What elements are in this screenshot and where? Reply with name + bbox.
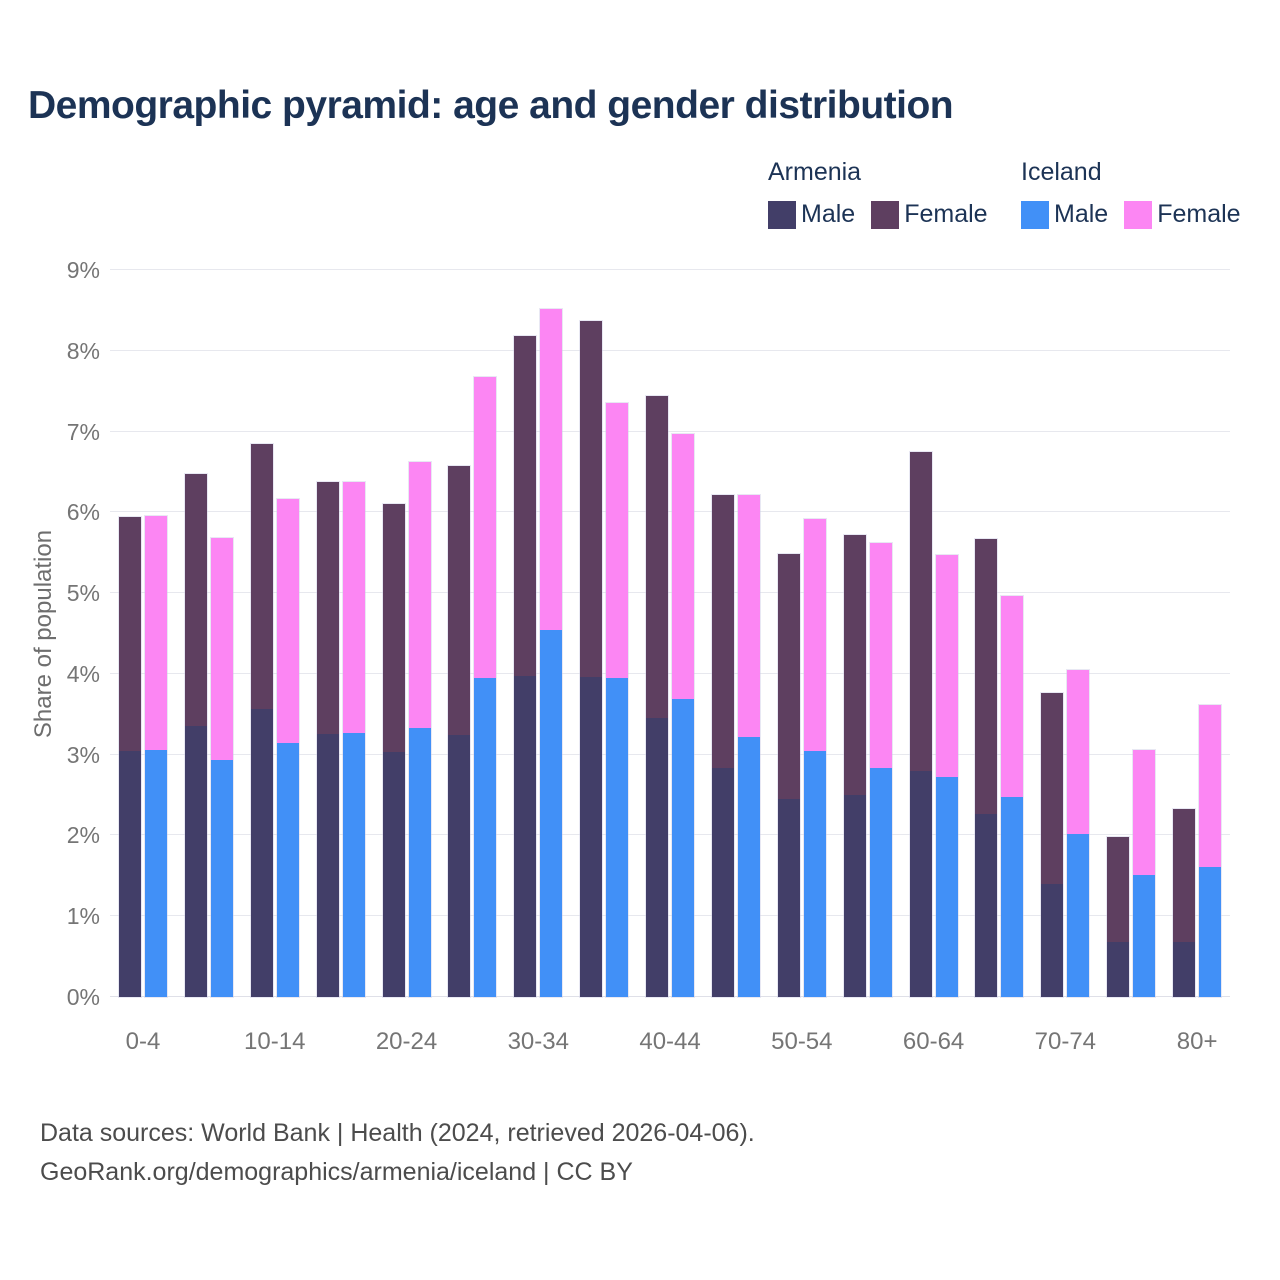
y-tick-label: 6% (66, 499, 100, 526)
bar-segment-female (1001, 596, 1023, 797)
bar-segment-male (844, 795, 866, 997)
bar-segment-female (672, 434, 694, 699)
bar-segment-male (145, 750, 167, 997)
bar-segment-male (936, 777, 958, 997)
bar-segment-male (646, 718, 668, 997)
bar-armenia (1041, 693, 1063, 997)
bar-segment-male (1001, 797, 1023, 997)
bar-segment-female (448, 466, 470, 735)
bar-armenia (514, 336, 536, 997)
x-tick-label: 70-74 (1034, 1028, 1097, 1055)
footer-attribution-line: GeoRank.org/demographics/armenia/iceland | CC BY (40, 1158, 633, 1186)
bar-segment-female (1133, 750, 1155, 875)
bar-iceland (1199, 705, 1221, 997)
bar-segment-female (646, 396, 668, 717)
legend-swatch-iceland-female-icon (1124, 201, 1152, 229)
bar-iceland (211, 538, 233, 997)
legend-swatch-iceland-male-icon (1021, 201, 1049, 229)
x-tick-label: 50-54 (771, 1028, 833, 1055)
bar-segment-male (277, 743, 299, 997)
bar-segment-female (804, 519, 826, 751)
bar-armenia (251, 444, 273, 997)
bar-segment-male (514, 676, 536, 997)
bar-segment-female (1107, 837, 1129, 942)
y-tick-label: 7% (66, 418, 100, 445)
bar-iceland (1067, 670, 1089, 997)
bar-segment-male (975, 814, 997, 997)
bar-segment-male (185, 726, 207, 997)
bar-segment-male (606, 678, 628, 997)
legend-group-armenia (768, 158, 988, 229)
bar-iceland (936, 555, 958, 997)
x-tick-label: 0-4 (125, 1028, 161, 1055)
bar-segment-female (317, 482, 339, 734)
y-tick-label: 9% (66, 257, 100, 283)
bar-segment-male (580, 677, 602, 997)
bar-armenia (844, 535, 866, 997)
bar-segment-female (343, 482, 365, 732)
y-tick-label: 2% (66, 822, 100, 849)
bar-iceland (145, 516, 167, 997)
y-axis-title: Share of population (30, 529, 57, 739)
x-tick-label: 60-64 (902, 1028, 965, 1055)
legend-country-label: Armenia (768, 158, 862, 186)
x-tick-label: 20-24 (375, 1028, 438, 1055)
bar-segment-male (672, 699, 694, 997)
y-tick-label: 4% (66, 660, 100, 687)
bar-armenia (910, 452, 932, 997)
bar-iceland (870, 543, 892, 997)
legend-item-label: Female (1157, 200, 1241, 228)
bar-armenia (580, 321, 602, 997)
bar-segment-female (975, 539, 997, 814)
bar-segment-female (580, 321, 602, 677)
bar-armenia (778, 554, 800, 997)
bar-iceland (540, 309, 562, 997)
bar-segment-female (383, 504, 405, 752)
bar-segment-male (1133, 875, 1155, 997)
bar-segment-female (514, 336, 536, 676)
y-tick-label: 5% (66, 580, 100, 607)
bar-iceland (409, 462, 431, 997)
bar-segment-male (119, 751, 141, 997)
bar-segment-male (383, 752, 405, 997)
y-tick-label: 1% (66, 903, 100, 930)
bar-segment-male (804, 751, 826, 997)
bar-iceland (606, 403, 628, 997)
bar-segment-female (778, 554, 800, 800)
legend-item-label: Male (801, 200, 856, 228)
bar-iceland (277, 499, 299, 997)
plot-area (110, 270, 1230, 997)
legend-item-iceland-female (1124, 200, 1240, 229)
gridline (110, 350, 1230, 351)
bar-segment-male (343, 733, 365, 997)
bar-armenia (317, 482, 339, 997)
legend-item-label: Female (904, 200, 988, 228)
footer-source-line: Data sources: World Bank | Health (2024, retrieved 2026-04-06). (40, 1119, 755, 1147)
bar-segment-female (738, 495, 760, 737)
bar-armenia (185, 474, 207, 997)
x-tick-label: 10-14 (244, 1028, 306, 1055)
legend-swatch-armenia-male-icon (768, 201, 796, 229)
bar-armenia (448, 466, 470, 997)
bar-armenia (119, 517, 141, 997)
bar-segment-male (870, 768, 892, 997)
gridline (110, 431, 1230, 432)
bar-iceland (343, 482, 365, 997)
y-tick-label: 3% (66, 741, 100, 768)
bar-iceland (804, 519, 826, 997)
bar-iceland (672, 434, 694, 997)
y-tick-label: 8% (66, 337, 100, 364)
bar-segment-male (738, 737, 760, 997)
bar-segment-female (211, 538, 233, 760)
bar-segment-male (211, 760, 233, 997)
legend-swatch-armenia-female-icon (871, 201, 899, 229)
bar-segment-male (409, 728, 431, 997)
bar-armenia (383, 504, 405, 997)
bar-segment-female (936, 555, 958, 777)
gridline (110, 269, 1230, 270)
bar-segment-female (540, 309, 562, 630)
bar-armenia (712, 495, 734, 997)
bar-segment-female (119, 517, 141, 750)
x-tick-label: 40-44 (639, 1028, 701, 1055)
bar-segment-female (1199, 705, 1221, 867)
bar-armenia (975, 539, 997, 997)
bar-armenia (1173, 809, 1195, 997)
bar-iceland (1001, 596, 1023, 997)
bar-segment-male (712, 768, 734, 997)
bar-segment-female (1067, 670, 1089, 834)
bar-segment-female (185, 474, 207, 727)
x-tick-label: 30-34 (507, 1028, 569, 1055)
legend-item-label: Male (1054, 200, 1109, 228)
bar-segment-male (1173, 942, 1195, 997)
x-tick-label: 80+ (1176, 1028, 1218, 1055)
bar-segment-female (145, 516, 167, 750)
legend-item-iceland-male (1021, 200, 1108, 229)
bar-segment-female (409, 462, 431, 728)
bar-segment-female (277, 499, 299, 744)
page-title: Demographic pyramid: age and gender distribution (28, 84, 954, 127)
bar-segment-male (317, 734, 339, 997)
legend-group-iceland (1021, 158, 1241, 229)
bar-segment-female (474, 377, 496, 677)
bar-iceland (1133, 750, 1155, 997)
footer (40, 1114, 755, 1192)
bar-segment-female (606, 403, 628, 678)
bar-segment-female (910, 452, 932, 771)
bar-segment-male (540, 630, 562, 997)
bar-segment-female (844, 535, 866, 795)
legend-item-armenia-male (768, 200, 855, 229)
bar-iceland (474, 377, 496, 997)
bar-segment-male (1067, 834, 1089, 997)
bar-segment-female (712, 495, 734, 768)
bar-segment-male (448, 735, 470, 997)
bar-segment-female (251, 444, 273, 709)
bar-iceland (738, 495, 760, 997)
bar-segment-male (251, 709, 273, 997)
bar-segment-female (870, 543, 892, 768)
bar-armenia (646, 396, 668, 997)
bar-segment-male (778, 799, 800, 997)
bar-segment-male (1199, 867, 1221, 997)
bar-segment-male (910, 771, 932, 997)
bar-segment-female (1173, 809, 1195, 942)
bar-armenia (1107, 837, 1129, 997)
bar-segment-male (474, 678, 496, 997)
bar-segment-male (1107, 942, 1129, 997)
legend-item-armenia-female (871, 200, 987, 229)
bar-segment-male (1041, 884, 1063, 997)
bar-segment-female (1041, 693, 1063, 884)
y-tick-label: 0% (66, 984, 100, 1010)
legend-country-label: Iceland (1021, 158, 1102, 186)
